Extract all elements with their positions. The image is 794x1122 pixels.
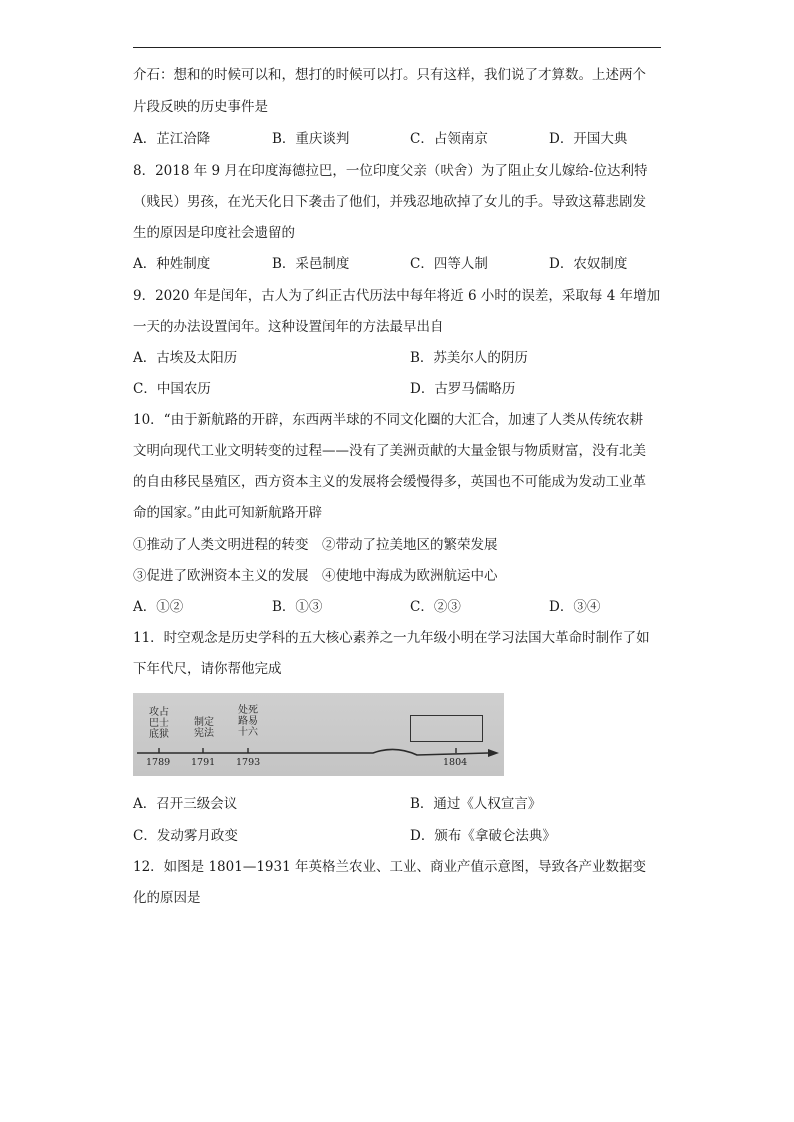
q10-option-b: B．①③ [272,599,323,615]
timeline-year-1793: 1793 [236,757,261,768]
q10-statements-1: ①推动了人类文明进程的转变 ②带动了拉美地区的繁荣发展 [133,537,498,553]
q9-text-line-2: 一天的办法设置闰年。这种设置闰年的方法最早出自 [133,319,444,335]
q8-option-d: D．农奴制度 [549,256,628,272]
q8-text-line-1: 8．2018 年 9 月在印度海德拉巴，一位印度父亲（吠舍）为了阻止女儿嫁给-位达利特 [133,163,648,179]
q9-option-c: C．中国农历 [133,381,211,397]
q10-statements-2: ③促进了欧洲资本主义的发展 ④使地中海成为欧洲航运中心 [133,568,498,584]
q10-text-line-3: 的自由移民垦殖区，西方资本主义的发展将会缓慢得多，英国也不可能成为发动工业革 [133,474,646,490]
q9-option-b: B．苏美尔人的阴历 [410,350,528,366]
q10-text-line-4: 命的国家。”由此可知新航路开辟 [133,505,323,521]
q8-option-a: A．种姓制度 [133,256,211,272]
q9-option-d: D．古罗马儒略历 [410,381,516,397]
q10-text-line-1: 10．“由于新航路的开辟，东西两半球的不同文化圈的大汇合，加速了人类从传统农耕 [133,412,644,428]
q8-text-line-3: 生的原因是印度社会遗留的 [133,225,295,241]
q7-option-c: C．占领南京 [410,131,488,147]
q11-option-b: B．通过《人权宣言》 [410,796,542,812]
timeline-year-1791: 1791 [191,757,216,768]
q10-option-a: A．①② [133,599,184,615]
q10-option-c: C．②③ [410,599,461,615]
q8-option-b: B．采邑制度 [272,256,350,272]
timeline-year-1804: 1804 [443,757,468,768]
q9-option-a: A．古埃及太阳历 [133,350,238,366]
q7-option-d: D．开国大典 [549,131,628,147]
q7-text-line-2: 片段反映的历史事件是 [133,99,268,115]
timeline-blank-box [410,715,483,742]
q11-option-d: D．颁布《拿破仑法典》 [410,828,556,844]
header-rule [133,47,661,48]
q11-text-line-1: 11．时空观念是历史学科的五大核心素养之一九年级小明在学习法国大革命时制作了如 [133,630,650,646]
timeline-event-1791-label: 制定宪法 [194,717,214,739]
timeline-arrow-head [488,749,499,757]
timeline-event-1789-label: 攻占巴士底狱 [149,707,169,740]
q11-option-a: A．召开三级会议 [133,796,238,812]
timeline-figure [133,693,504,776]
q7-option-a: A．芷江洽降 [133,131,211,147]
q11-option-c: C．发动雾月政变 [133,828,238,844]
q9-text-line-1: 9．2020 年是闰年，古人为了纠正古代历法中每年将近 6 小时的误差，采取每 4 年增加 [133,288,661,304]
q7-option-b: B．重庆谈判 [272,131,350,147]
q10-option-d: D．③④ [549,599,601,615]
timeline-event-1793-label: 处死路易十六 [238,705,258,738]
timeline-axis-line [137,749,488,755]
q8-option-c: C．四等人制 [410,256,488,272]
q12-text-line-2: 化的原因是 [133,890,201,906]
timeline-year-1789: 1789 [146,757,171,768]
q11-text-line-2: 下年代尺，请你帮他完成 [133,661,282,677]
q8-text-line-2: （贱民）男孩，在光天化日下袭击了他们，并残忍地砍掉了女儿的手。导致这幕悲剧发 [133,194,646,210]
q10-text-line-2: 文明向现代工业文明转变的过程——没有了美洲贡献的大量金银与物质财富，没有北美 [133,443,646,459]
q7-text-line-1: 介石：想和的时候可以和，想打的时候可以打。只有这样，我们说了才算数。上述两个 [133,67,646,83]
q12-text-line-1: 12．如图是 1801—1931 年英格兰农业、工业、商业产值示意图，导致各产业数据变 [133,859,646,875]
